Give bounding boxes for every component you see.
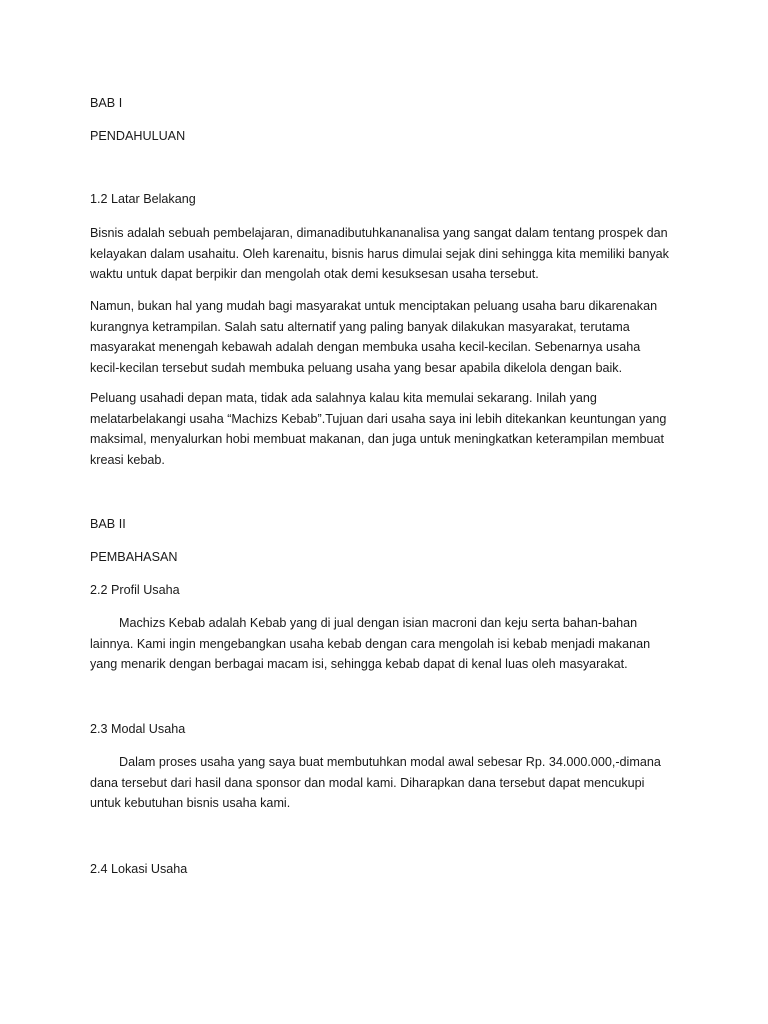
paragraph-latar-belakang-3: Peluang usahadi depan mata, tidak ada salahnya kalau kita memulai sekarang. Inilah yang melatarbelakangi usaha “Machizs Kebab”.Tujuan dari usaha saya ini lebih ditekankan keuntungan yang maksimal, menyalurkan hobi membuat makanan, dan juga untuk meningkatkan keterampilan membuat kreasi kebab. bbox=[90, 391, 667, 467]
chapter-1-title: BAB I bbox=[90, 96, 123, 110]
section-lokasi-usaha-heading: 2.4 Lokasi Usaha bbox=[90, 862, 188, 876]
paragraph-latar-belakang-1: Bisnis adalah sebuah pembelajaran, dimanadibutuhkananalisa yang sangat dalam tentang prospek dan kelayakan dalam usahaitu. Oleh karenaitu, bisnis harus dimulai sejak dini sehingga kita memiliki banyak waktu untuk dapat berpikir dan mengolah otak demi kesuksesan usaha tersebut. bbox=[90, 226, 669, 281]
chapter-2-subtitle: PEMBAHASAN bbox=[90, 550, 178, 564]
section-modal-usaha-heading: 2.3 Modal Usaha bbox=[90, 722, 186, 736]
paragraph-modal-usaha: Dalam proses usaha yang saya buat membutuhkan modal awal sebesar Rp. 34.000.000,-dimana dana tersebut dari hasil dana sponsor dan modal kami. Diharapkan dana tersebut dapat mencukupi untuk kebutuhan bisnis usaha kami. bbox=[90, 755, 661, 810]
section-latar-belakang-heading: 1.2 Latar Belakang bbox=[90, 192, 196, 206]
paragraph-latar-belakang-2: Namun, bukan hal yang mudah bagi masyarakat untuk menciptakan peluang usaha baru dikarenakan kurangnya ketrampilan. Salah satu alternatif yang paling banyak dilakukan masyarakat, terutama masyarakat menengah kebawah adalah dengan membuka usaha kecil-kecilan. Sebenarnya usaha kecil-kecilan tersebut sudah membuka peluang usaha yang besar apabila dikelola dengan baik. bbox=[90, 299, 658, 375]
section-profil-usaha-heading: 2.2 Profil Usaha bbox=[90, 583, 180, 597]
chapter-2-title: BAB II bbox=[90, 517, 126, 531]
chapter-1-subtitle: PENDAHULUAN bbox=[90, 129, 186, 143]
paragraph-profil-usaha: Machizs Kebab adalah Kebab yang di jual dengan isian macroni dan keju serta bahan-bahan lainnya. Kami ingin mengebangkan usaha kebab dengan cara mengolah isi kebab menjadi makanan yang menarik dengan berbagai macam isi, sehingga kebab dapat di kenal luas oleh masyarakat. bbox=[90, 616, 651, 671]
